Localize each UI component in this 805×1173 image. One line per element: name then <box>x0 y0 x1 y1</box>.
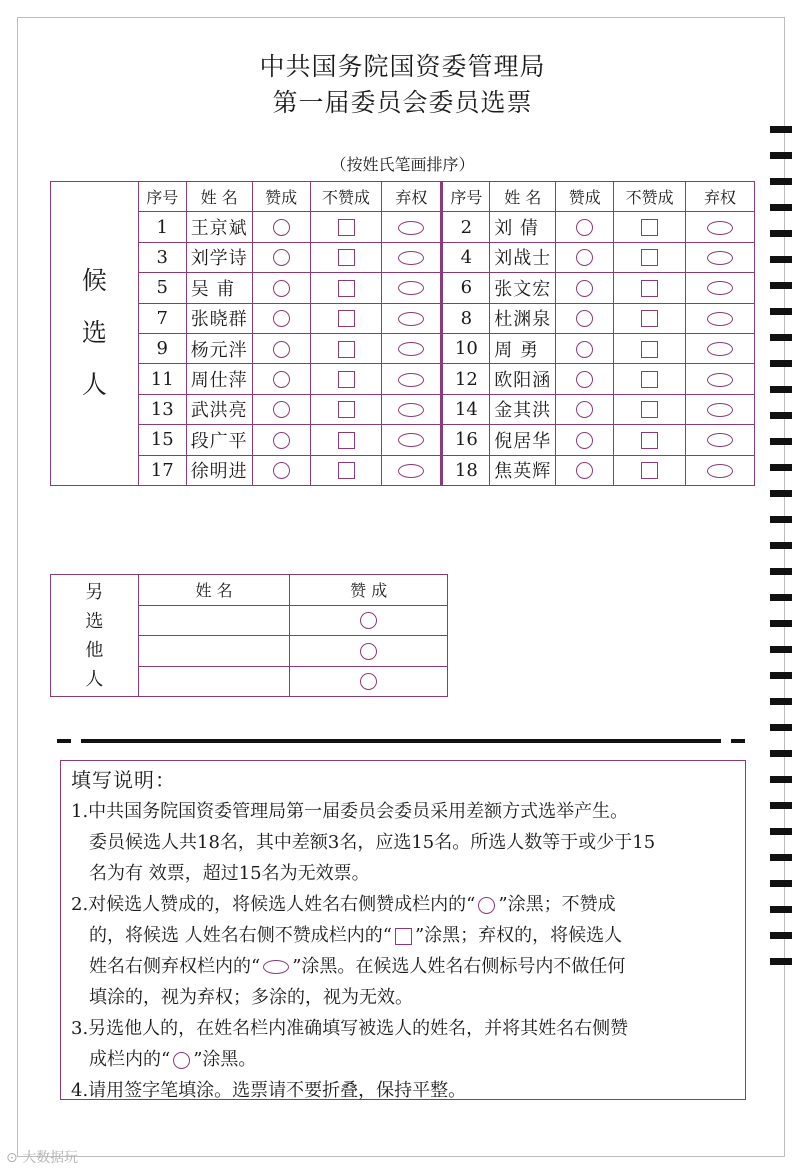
disapprove-cell <box>310 212 382 242</box>
disapprove-cell <box>310 333 382 363</box>
timing-mark <box>770 854 792 861</box>
abstain-cell <box>686 394 755 424</box>
approve-cell <box>556 303 614 333</box>
candidate-name: 欧阳涵 <box>490 364 556 394</box>
timing-mark <box>770 958 792 965</box>
side-char: 人 <box>81 370 107 400</box>
instruction-text: ”涂黑；弃权的，将候选人 <box>414 925 623 946</box>
disapprove-square-icon[interactable] <box>641 341 658 358</box>
instruction-item-1 <box>71 796 733 827</box>
disapprove-square-icon[interactable] <box>338 249 355 266</box>
instruction-text: 填涂的，视为弃权；多涂的，视为无效。 <box>89 987 413 1008</box>
instruction-text: 3.另选他人的，在姓名栏内准确填写被选人的姓名，并将其姓名右侧赞 <box>71 1018 629 1039</box>
abstain-oval-icon[interactable] <box>398 342 424 356</box>
timing-mark <box>770 464 792 471</box>
approve-circle-icon[interactable] <box>273 280 290 297</box>
candidate-name: 焦英辉 <box>490 455 556 485</box>
timing-mark <box>770 698 792 705</box>
abstain-cell <box>686 425 755 455</box>
timing-mark <box>770 178 792 185</box>
approve-circle-icon[interactable] <box>360 612 377 629</box>
candidate-row <box>51 425 755 455</box>
candidate-row <box>51 273 755 303</box>
ballot-title-line2: 第一届委员会委员选票 <box>272 88 533 117</box>
timing-mark <box>770 204 792 211</box>
approve-circle-icon[interactable] <box>576 401 593 418</box>
abstain-oval-icon[interactable] <box>398 221 424 235</box>
timing-mark <box>770 828 792 835</box>
approve-cell <box>556 455 614 485</box>
candidate-name: 倪居华 <box>490 425 556 455</box>
candidate-seq: 7 <box>138 303 186 333</box>
abstain-cell <box>382 273 442 303</box>
abstain-oval-icon[interactable] <box>398 251 424 265</box>
write-in-table <box>50 574 448 697</box>
approve-cell <box>252 394 310 424</box>
instruction-text: 1.中共国务院国资委管理局第一届委员会委员采用差额方式选举产生。 <box>71 801 629 822</box>
disapprove-cell <box>614 364 686 394</box>
disapprove-square-icon[interactable] <box>338 310 355 327</box>
write-in-approve-cell <box>290 666 448 697</box>
side-char: 另 <box>85 581 104 603</box>
separator-segment <box>731 739 745 743</box>
abstain-oval-icon[interactable] <box>707 464 733 478</box>
write-in-name-field[interactable] <box>138 605 290 636</box>
abstain-cell <box>686 364 755 394</box>
approve-circle-icon[interactable] <box>360 673 377 690</box>
timing-mark <box>770 802 792 809</box>
timing-mark <box>770 750 792 757</box>
instruction-text: 的，将候选 人姓名右侧不赞成栏内的“ <box>89 925 392 946</box>
abstain-oval-icon[interactable] <box>398 403 424 417</box>
approve-circle-icon[interactable] <box>273 341 290 358</box>
instruction-item-2-cont <box>71 982 733 1013</box>
candidate-seq: 12 <box>442 364 490 394</box>
candidate-row <box>51 364 755 394</box>
abstain-oval-icon[interactable] <box>707 251 733 265</box>
watermark-text: 大数据玩 <box>22 1150 79 1166</box>
approve-cell <box>556 425 614 455</box>
abstain-cell <box>382 303 442 333</box>
timing-mark <box>770 360 792 367</box>
approve-circle-icon[interactable] <box>273 310 290 327</box>
candidate-row <box>51 242 755 272</box>
watermark: ⊙ 大数据玩 <box>6 1150 79 1166</box>
side-char: 人 <box>85 668 104 690</box>
candidate-name: 徐明进 <box>186 455 252 485</box>
disapprove-cell <box>614 394 686 424</box>
candidate-seq: 2 <box>442 212 490 242</box>
approve-cell <box>252 455 310 485</box>
approve-circle-icon[interactable] <box>576 219 593 236</box>
instruction-item-1-cont <box>71 858 733 889</box>
candidate-name: 杨元泮 <box>186 333 252 363</box>
candidate-row <box>51 455 755 485</box>
approve-cell <box>556 364 614 394</box>
instruction-text: ”涂黑。 <box>193 1049 257 1070</box>
candidate-row <box>51 333 755 363</box>
abstain-cell <box>686 212 755 242</box>
disapprove-square-icon[interactable] <box>338 401 355 418</box>
approve-circle-icon[interactable] <box>576 310 593 327</box>
candidate-seq: 1 <box>138 212 186 242</box>
candidate-seq: 16 <box>442 425 490 455</box>
timing-mark <box>770 438 792 445</box>
approve-cell <box>252 242 310 272</box>
separator-line <box>57 739 747 743</box>
candidate-name: 周 勇 <box>490 333 556 363</box>
header-seq: 序号 <box>138 182 186 212</box>
abstain-oval-icon[interactable] <box>707 342 733 356</box>
abstain-cell <box>382 455 442 485</box>
timing-mark <box>770 724 792 731</box>
abstain-oval-icon[interactable] <box>398 281 424 295</box>
abstain-oval-icon[interactable] <box>707 312 733 326</box>
candidate-row <box>51 212 755 242</box>
circle-icon <box>173 1052 190 1069</box>
instructions-heading: 填写说明： <box>71 768 176 792</box>
candidate-seq: 4 <box>442 242 490 272</box>
instruction-item-2-cont <box>71 920 733 951</box>
approve-circle-icon[interactable] <box>576 341 593 358</box>
side-char: 他 <box>85 639 104 661</box>
write-in-header-name: 姓 名 <box>138 575 290 606</box>
candidate-name: 张晓群 <box>186 303 252 333</box>
timing-mark <box>770 256 792 263</box>
instruction-item-4 <box>71 1075 733 1106</box>
write-in-name-field[interactable] <box>138 666 290 697</box>
timing-mark <box>770 880 792 887</box>
disapprove-cell <box>614 273 686 303</box>
disapprove-square-icon[interactable] <box>338 341 355 358</box>
timing-mark <box>770 516 792 523</box>
timing-mark <box>770 672 792 679</box>
disapprove-square-icon[interactable] <box>641 371 658 388</box>
candidate-seq: 14 <box>442 394 490 424</box>
candidate-name: 段广平 <box>186 425 252 455</box>
separator-segment <box>81 739 721 743</box>
disapprove-square-icon[interactable] <box>338 462 355 479</box>
approve-cell <box>252 425 310 455</box>
oval-icon <box>263 960 289 974</box>
candidate-seq: 11 <box>138 364 186 394</box>
side-char: 选 <box>85 610 104 632</box>
timing-mark <box>770 568 792 575</box>
approve-cell <box>252 212 310 242</box>
abstain-oval-icon[interactable] <box>707 281 733 295</box>
approve-circle-icon[interactable] <box>273 371 290 388</box>
candidate-seq: 10 <box>442 333 490 363</box>
approve-circle-icon[interactable] <box>576 280 593 297</box>
candidate-name: 刘战士 <box>490 242 556 272</box>
instruction-text: 名为有 效票，超过15名为无效票。 <box>89 863 370 884</box>
abstain-oval-icon[interactable] <box>398 433 424 447</box>
candidate-name: 王京斌 <box>186 212 252 242</box>
instructions-box <box>60 760 746 1100</box>
abstain-cell <box>686 333 755 363</box>
disapprove-square-icon[interactable] <box>338 432 355 449</box>
abstain-cell <box>382 333 442 363</box>
approve-circle-icon[interactable] <box>360 643 377 660</box>
square-icon <box>395 928 412 945</box>
timing-mark <box>770 282 792 289</box>
disapprove-square-icon[interactable] <box>641 249 658 266</box>
disapprove-cell <box>614 242 686 272</box>
instruction-item-3-cont <box>71 1044 733 1075</box>
disapprove-square-icon[interactable] <box>641 401 658 418</box>
abstain-cell <box>382 425 442 455</box>
header-approve: 赞成 <box>252 182 310 212</box>
disapprove-cell <box>614 212 686 242</box>
candidate-seq: 6 <box>442 273 490 303</box>
approve-cell <box>556 394 614 424</box>
approve-cell <box>252 273 310 303</box>
disapprove-cell <box>614 455 686 485</box>
timing-mark <box>770 594 792 601</box>
candidate-seq: 3 <box>138 242 186 272</box>
abstain-oval-icon[interactable] <box>398 373 424 387</box>
abstain-cell <box>686 455 755 485</box>
candidates-side-label <box>51 182 139 486</box>
abstain-oval-icon[interactable] <box>707 403 733 417</box>
approve-circle-icon[interactable] <box>576 249 593 266</box>
ballot-title-line1: 中共国务院国资委管理局 <box>259 52 546 81</box>
abstain-oval-icon[interactable] <box>398 464 424 478</box>
approve-circle-icon[interactable] <box>576 371 593 388</box>
instruction-item-1-cont <box>71 827 733 858</box>
approve-circle-icon[interactable] <box>273 462 290 479</box>
disapprove-cell <box>614 303 686 333</box>
timing-mark <box>770 620 792 627</box>
header-name: 姓 名 <box>186 182 252 212</box>
abstain-cell <box>382 242 442 272</box>
timing-mark <box>770 490 792 497</box>
approve-cell <box>252 303 310 333</box>
candidate-name: 刘学诗 <box>186 242 252 272</box>
sort-note: （按姓氏笔画排序） <box>330 155 475 174</box>
header-abstain: 弃权 <box>686 182 755 212</box>
disapprove-cell <box>614 333 686 363</box>
separator-segment <box>57 739 71 743</box>
approve-cell <box>556 333 614 363</box>
write-in-approve-cell <box>290 636 448 667</box>
abstain-cell <box>686 273 755 303</box>
candidate-row <box>51 394 755 424</box>
disapprove-cell <box>310 394 382 424</box>
disapprove-square-icon[interactable] <box>641 280 658 297</box>
candidate-name: 杜渊泉 <box>490 303 556 333</box>
candidate-seq: 5 <box>138 273 186 303</box>
disapprove-cell <box>310 242 382 272</box>
disapprove-square-icon[interactable] <box>338 219 355 236</box>
instruction-item-2 <box>71 889 733 920</box>
header-name: 姓 名 <box>490 182 556 212</box>
header-abstain: 弃权 <box>382 182 442 212</box>
candidate-name: 武洪亮 <box>186 394 252 424</box>
disapprove-square-icon[interactable] <box>641 219 658 236</box>
disapprove-square-icon[interactable] <box>338 280 355 297</box>
timing-mark <box>770 386 792 393</box>
approve-circle-icon[interactable] <box>273 249 290 266</box>
instruction-item-2-cont <box>71 951 733 982</box>
timing-mark <box>770 776 792 783</box>
approve-circle-icon[interactable] <box>576 462 593 479</box>
candidate-seq: 15 <box>138 425 186 455</box>
header-approve: 赞成 <box>556 182 614 212</box>
approve-circle-icon[interactable] <box>273 401 290 418</box>
candidate-name: 吴 甫 <box>186 273 252 303</box>
approve-cell <box>252 364 310 394</box>
write-in-header-row <box>51 575 448 606</box>
abstain-cell <box>382 394 442 424</box>
disapprove-square-icon[interactable] <box>641 462 658 479</box>
candidate-seq: 13 <box>138 394 186 424</box>
timing-mark <box>770 152 792 159</box>
approve-cell <box>556 273 614 303</box>
side-char: 选 <box>81 318 107 348</box>
timing-mark <box>770 126 792 133</box>
side-char: 候 <box>81 266 107 296</box>
disapprove-square-icon[interactable] <box>338 371 355 388</box>
approve-cell <box>556 212 614 242</box>
disapprove-cell <box>310 455 382 485</box>
instruction-text: 姓名右侧弃权栏内的“ <box>89 956 261 977</box>
header-disapprove: 不赞成 <box>310 182 382 212</box>
candidate-name: 金其洪 <box>490 394 556 424</box>
write-in-name-field[interactable] <box>138 636 290 667</box>
abstain-oval-icon[interactable] <box>707 373 733 387</box>
candidate-seq: 9 <box>138 333 186 363</box>
timing-mark <box>770 932 792 939</box>
header-seq: 序号 <box>442 182 490 212</box>
candidates-table <box>50 181 755 486</box>
disapprove-cell <box>310 273 382 303</box>
approve-cell <box>556 242 614 272</box>
instruction-text: 2.对候选人赞成的，将候选人姓名右侧赞成栏内的“ <box>71 894 476 915</box>
candidate-seq: 8 <box>442 303 490 333</box>
approve-circle-icon[interactable] <box>576 432 593 449</box>
timing-mark <box>770 308 792 315</box>
timing-mark <box>770 230 792 237</box>
instruction-text: 成栏内的“ <box>89 1049 171 1070</box>
disapprove-cell <box>614 425 686 455</box>
candidate-name: 张文宏 <box>490 273 556 303</box>
abstain-cell <box>686 242 755 272</box>
write-in-side-label <box>51 575 139 697</box>
timing-mark <box>770 334 792 341</box>
timing-mark <box>770 906 792 913</box>
candidate-name: 周仕萍 <box>186 364 252 394</box>
abstain-cell <box>382 212 442 242</box>
timing-mark <box>770 542 792 549</box>
abstain-oval-icon[interactable] <box>707 433 733 447</box>
disapprove-cell <box>310 303 382 333</box>
candidate-seq: 17 <box>138 455 186 485</box>
write-in-header-approve: 赞 成 <box>290 575 448 606</box>
candidates-header-row <box>51 182 755 212</box>
approve-circle-icon[interactable] <box>273 432 290 449</box>
approve-cell <box>252 333 310 363</box>
candidate-row <box>51 303 755 333</box>
disapprove-square-icon[interactable] <box>641 432 658 449</box>
timing-mark <box>770 412 792 419</box>
instruction-text: 4.请用签字笔填涂。选票请不要折叠，保持平整。 <box>71 1080 467 1101</box>
instruction-text: ”涂黑。在候选人姓名右侧标号内不做任何 <box>292 956 626 977</box>
candidate-seq: 18 <box>442 455 490 485</box>
circle-icon <box>478 897 495 914</box>
timing-mark <box>770 646 792 653</box>
approve-circle-icon[interactable] <box>273 219 290 236</box>
disapprove-square-icon[interactable] <box>641 310 658 327</box>
candidate-name: 刘 倩 <box>490 212 556 242</box>
timing-marks <box>770 126 792 984</box>
abstain-cell <box>686 303 755 333</box>
abstain-oval-icon[interactable] <box>398 312 424 326</box>
abstain-cell <box>382 364 442 394</box>
abstain-oval-icon[interactable] <box>707 221 733 235</box>
write-in-approve-cell <box>290 605 448 636</box>
instruction-item-3 <box>71 1013 733 1044</box>
disapprove-cell <box>310 425 382 455</box>
disapprove-cell <box>310 364 382 394</box>
instruction-text: ”涂黑；不赞成 <box>498 894 616 915</box>
instruction-text: 委员候选人共18名，其中差额3名，应选15名。所选人数等于或少于15 <box>89 832 656 853</box>
header-disapprove: 不赞成 <box>614 182 686 212</box>
